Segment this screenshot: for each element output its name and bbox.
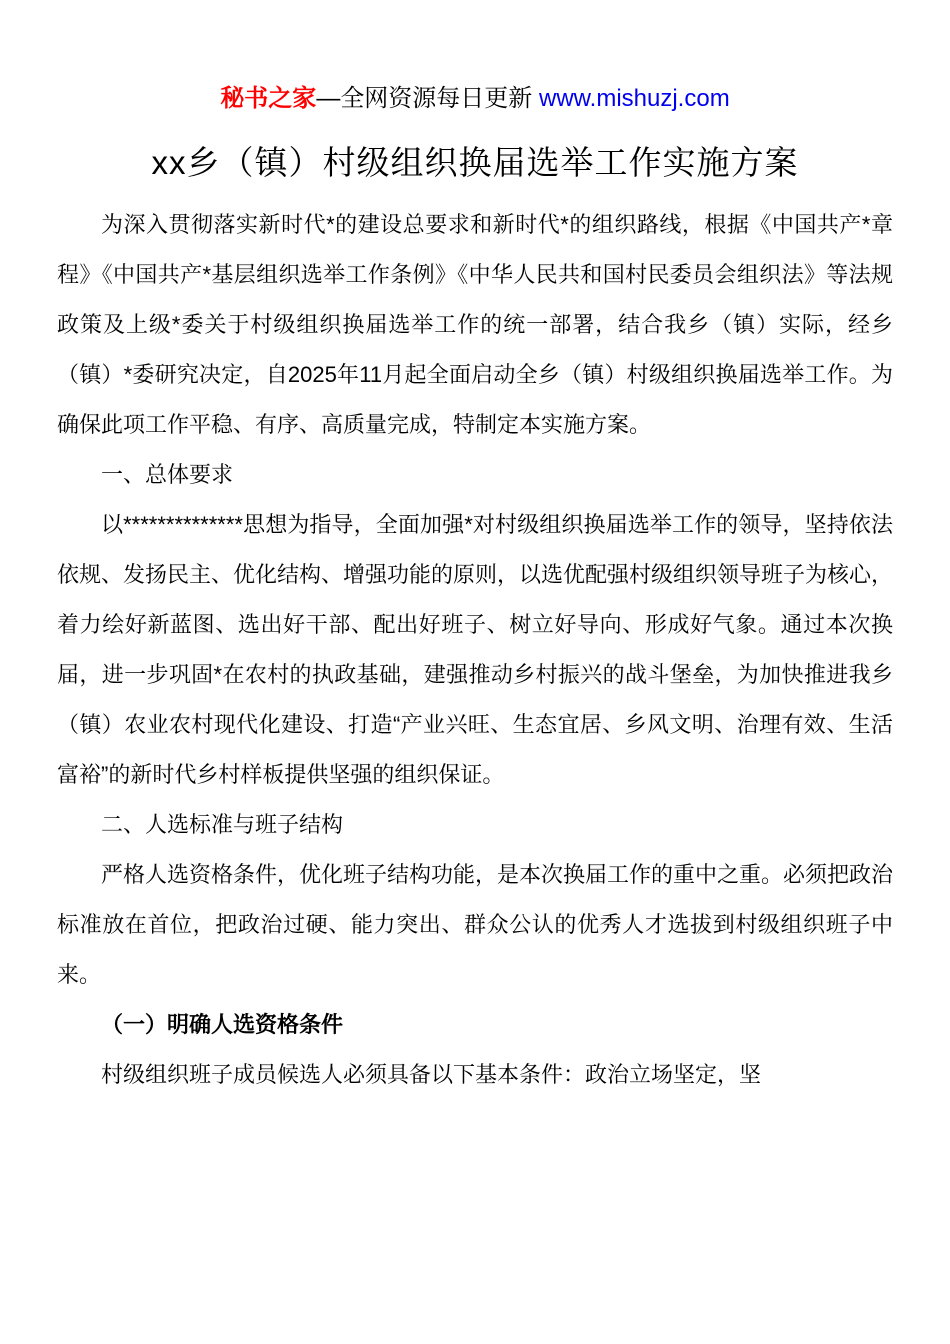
section-heading-2: 二、人选标准与班子结构 xyxy=(101,812,344,837)
paragraph-section-1: 以**************思想为指导，全面加强*对村级组织换届选举工作的领导，坚持依法依规、发扬民主、优化结构、增强功能的原则，以选优配强村级组织领导班子为核心，着力绘好新蓝图、选出好干部、配出好班子、树立好导向、形成好气象。通过本次换届，进一步巩固*在农村的执政基础，建强推动乡村振兴的战斗堡垒，为加快推进我乡（镇）农业农村现代化建设、打造“产业兴旺、生态宜居、乡风文明、治理有效、生活富裕”的新时代乡村样板提供坚强的组织保证。 xyxy=(57,512,894,787)
site-url-link[interactable]: www.mishuzj.com xyxy=(538,85,730,112)
document-title: xx乡（镇）村级组织换届选举工作实施方案 xyxy=(151,144,799,181)
paragraph-intro: 为深入贯彻落实新时代*的建设总要求和新时代*的组织路线，根据《中国共产*章程》《中国共产*基层组织选举工作条例》《中华人民共和国村民委员会组织法》等法规政策及上级*委关于村级组织换届选举工作的统一部署，结合我乡（镇）实际，经乡（镇）*委研究决定，自2025年11月起全面启动全乡（镇）村级组织换届选举工作。为确保此项工作平稳、有序、高质量完成，特制定本实施方案。 xyxy=(57,212,893,437)
section-heading-1: 一、总体要求 xyxy=(101,462,234,487)
paragraph-section-2: 严格人选资格条件，优化班子结构功能，是本次换届工作的重中之重。必须把政治标准放在首位，把政治过硬、能力突出、群众公认的优秀人才选拔到村级组织班子中来。 xyxy=(57,862,894,987)
paragraph-subsection-1: 村级组织班子成员候选人必须具备以下基本条件：政治立场坚定，坚 xyxy=(101,1062,762,1087)
site-tagline: —全网资源每日更新 xyxy=(316,85,539,112)
subsection-heading-1: （一）明确人选资格条件 xyxy=(101,1012,344,1037)
site-brand: 秘书之家 xyxy=(220,85,317,112)
site-header xyxy=(57,84,893,114)
